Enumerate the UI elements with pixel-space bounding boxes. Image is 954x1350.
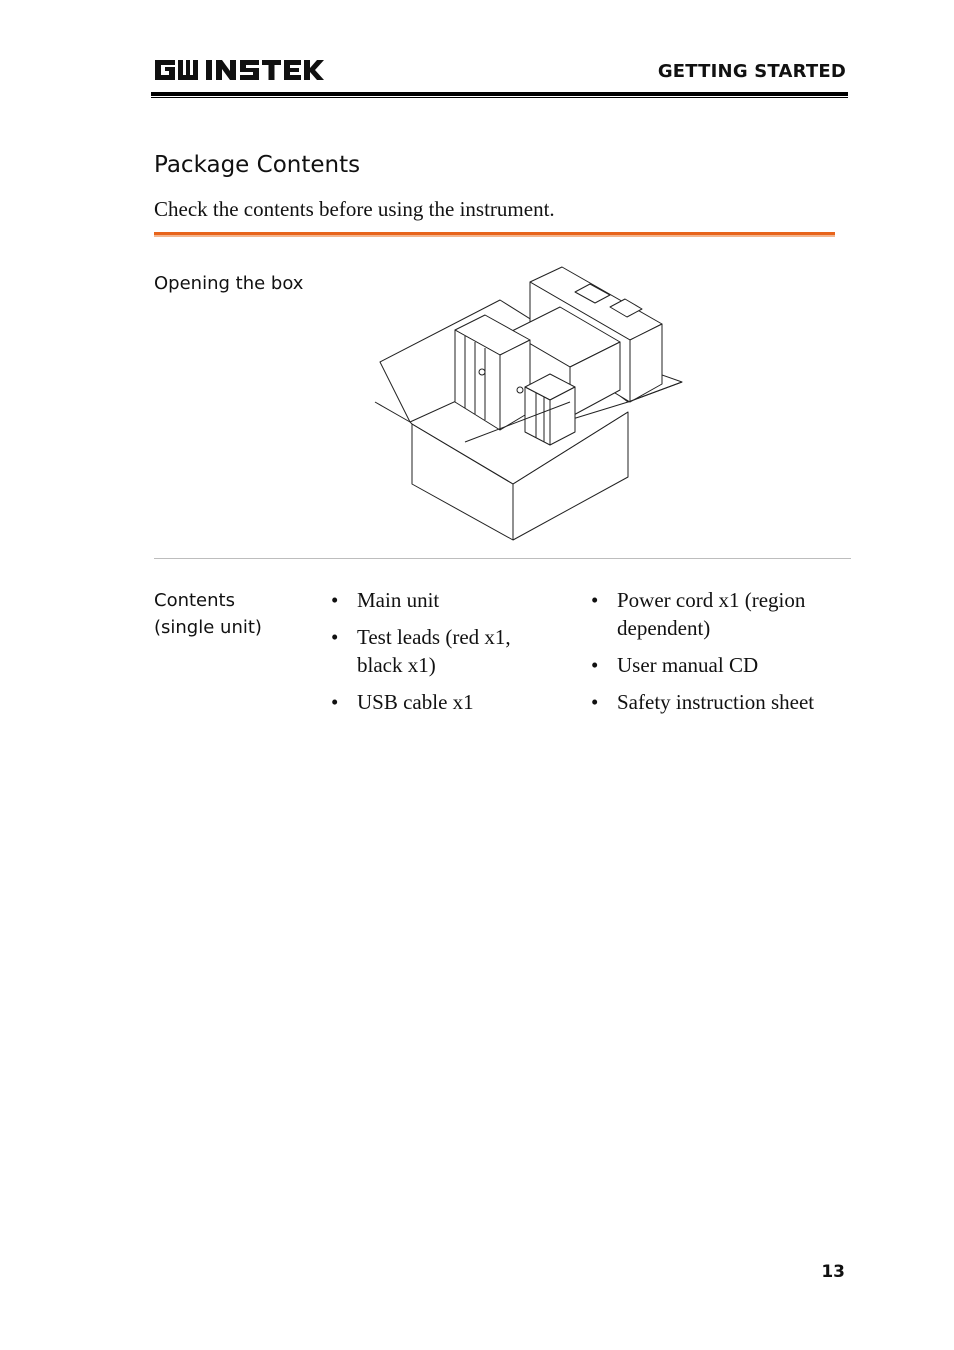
list-item: • User manual CD bbox=[591, 651, 846, 679]
page-title: Package Contents bbox=[154, 152, 361, 178]
header-rule bbox=[151, 92, 848, 96]
contents-list-left bbox=[331, 586, 556, 725]
contents-list-right bbox=[591, 586, 846, 725]
list-item: • USB cable x1 bbox=[331, 688, 556, 716]
subtitle: Check the contents before using the instrument. bbox=[154, 197, 555, 221]
page-number: 13 bbox=[821, 1262, 845, 1282]
opened-box-illustration-icon bbox=[370, 262, 690, 547]
contents-label-line1: Contents bbox=[154, 590, 235, 611]
list-item: • Main unit bbox=[331, 586, 556, 614]
header-rule-thin bbox=[151, 97, 848, 98]
list-item: • Power cord x1 (region dependent) bbox=[591, 586, 846, 642]
contents-label bbox=[154, 587, 262, 641]
section-divider bbox=[154, 558, 851, 559]
list-item: • Safety instruction sheet bbox=[591, 688, 846, 716]
contents-label-line2: (single unit) bbox=[154, 617, 262, 638]
opening-label: Opening the box bbox=[154, 273, 304, 294]
list-item: • Test leads (red x1, black x1) bbox=[331, 623, 556, 679]
gw-instek-logo bbox=[153, 56, 325, 84]
section-name: GETTING STARTED bbox=[657, 61, 846, 82]
accent-rule-shadow bbox=[154, 235, 835, 237]
